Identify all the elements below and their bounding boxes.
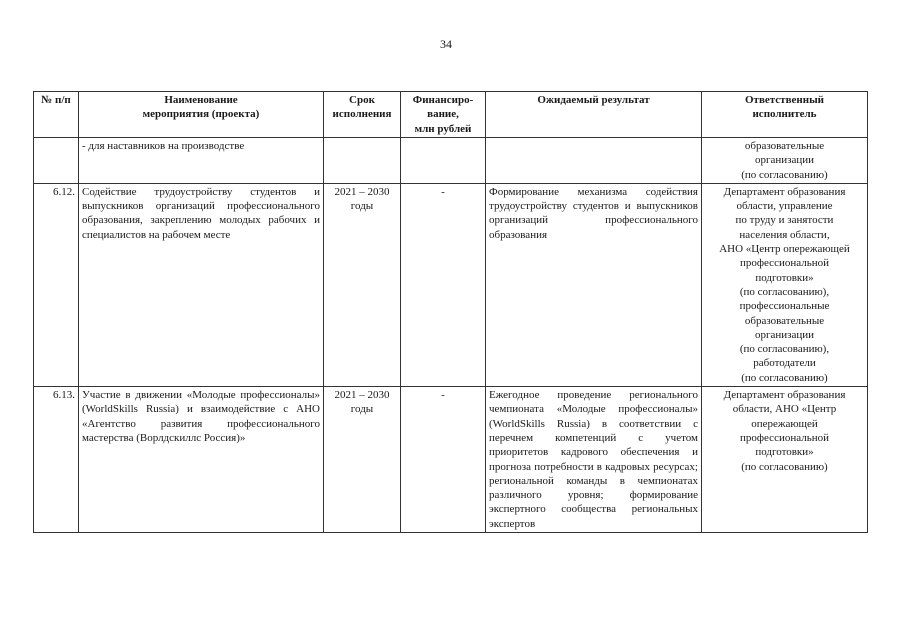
header-deadline: Срок исполнения [324, 92, 401, 138]
row-finance: - [401, 387, 486, 533]
row-num [34, 138, 79, 184]
header-num: № п/п [34, 92, 79, 138]
row-name: Участие в движении «Молодые профессионалы» (WorldSkills Russia) и взаимодействие с АНО «Агентство развития профессионального мастерства (Ворлдскиллс Россия)» [79, 387, 324, 533]
measures-table [33, 91, 868, 533]
row-responsible: образовательные организации (по согласованию) [702, 138, 868, 184]
table-header-row [34, 92, 868, 138]
table-row [34, 387, 868, 533]
row-num: 6.12. [34, 183, 79, 386]
row-result: Ежегодное проведение регионального чемпионата «Молодые профессионалы» (WorldSkills Russia) в соответствии с перечнем компетенций с учетом приоритетов кадрового обеспечения и прогноза потребности в кадровых ресурсах; региональной команды в чемпионатах различного уровня; формирование экспертного сообщества региональных экспертов [486, 387, 702, 533]
table-row [34, 138, 868, 184]
row-num: 6.13. [34, 387, 79, 533]
row-name: - для наставников на производстве [79, 138, 324, 184]
header-responsible: Ответственный исполнитель [702, 92, 868, 138]
row-result [486, 138, 702, 184]
row-name: Содействие трудоустройству студентов и выпускников организаций профессионального образования, закреплению молодых рабочих и специалистов на рабочем месте [79, 183, 324, 386]
row-responsible: Департамент образования области, управление по труду и занятости населения области, АНО «Центр опережающей профессиональной подготовки» (по согласованию), профессиональные образовательные организации (по согласованию), работодатели (по согласованию) [702, 183, 868, 386]
row-finance: - [401, 183, 486, 386]
header-finance: Финансиро- вание, млн рублей [401, 92, 486, 138]
page-number: 34 [440, 37, 452, 51]
row-deadline: 2021 – 2030 годы [324, 183, 401, 386]
row-result: Формирование механизма содействия трудоустройству студентов и выпускников организаций профессионального образования [486, 183, 702, 386]
row-deadline: 2021 – 2030 годы [324, 387, 401, 533]
header-result: Ожидаемый результат [486, 92, 702, 138]
row-deadline [324, 138, 401, 184]
header-name: Наименование мероприятия (проекта) [79, 92, 324, 138]
row-responsible: Департамент образования области, АНО «Центр опережающей профессиональной подготовки» (по согласованию) [702, 387, 868, 533]
row-finance [401, 138, 486, 184]
table-row [34, 183, 868, 386]
